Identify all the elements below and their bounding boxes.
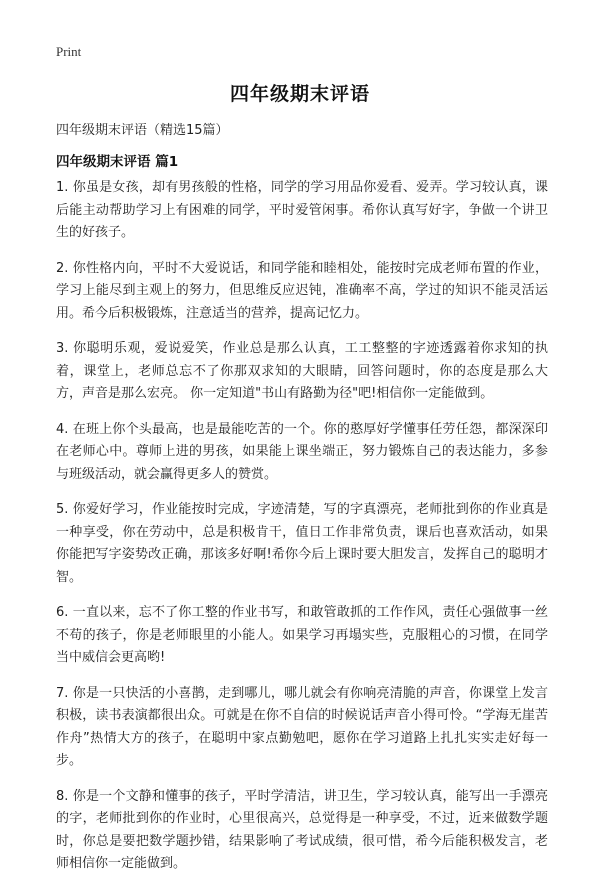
comment-paragraph-6: 6. 一直以来，忘不了你工整的作业书写，和敢管敢抓的工作作风，责任心强做事一丝不苟的孩子，你是老师眼里的小能人。如果学习再塌实些，克服粗心的习惯，在同学当中威信会更高哟! [56,605,548,665]
comment-paragraph-5: 5. 你爱好学习，作业能按时完成，字迹清楚，写的字真漂亮，老师批到你的作业真是一种享受，你在劳动中，总是积极肯干，值日工作非常负责，课后也喜欢活动，如果你能把写字姿势改正确，那该多好啊!希你今后上课时要大胆发言，发挥自己的聪明才智。 [56,502,548,585]
comment-paragraph-7: 7. 你是一只快活的小喜鹊，走到哪儿，哪儿就会有你响亮清脆的声音，你课堂上发言积极，读书表演都很出众。可就是在你不自信的时候说话声音小得可怜。“学海无崖苦作舟”热情大方的孩子，在聪明中家点勤勉吧，愿你在学习道路上扎扎实实走好每一步。 [56,685,548,768]
comment-paragraph-4: 4. 在班上你个头最高，也是最能吃苦的一个。你的憨厚好学懂事任劳任怨，都深深印在老师心中。尊师上进的男孩，如果能上课坐端正，努力锻炼自己的表达能力，多参与班级活动，就会赢得更多人的赞赏。 [56,421,548,482]
document-subtitle: 四年级期末评语（精选15篇） [56,123,229,138]
section-heading: 四年级期末评语 篇1 [56,154,179,170]
page-title: 四年级期末评语 [229,83,370,105]
comment-paragraph-3: 3. 你聪明乐观，爱说爱笑，作业总是那么认真，工工整整的字迹透露着你求知的执着，课堂上，老师总忘不了你那双求知的大眼睛，回答问题时，你的态度是那么大方，声音是那么宏亮。 你一定知道"书山有路勤为径"吧!相信你一定能做到。 [56,341,548,401]
comment-paragraph-2: 2. 你性格内向，平时不大爱说话，和同学能和睦相处，能按时完成老师布置的作业，学习上能尽到主观上的努力，但思维反应迟钝，准确率不高，学过的知识不能灵活运用。希今后积极锻炼，注意适当的营养，提高记忆力。 [56,260,548,321]
comment-paragraph-8: 8. 你是一个文静和懂事的孩子，平时学清洁，讲卫生，学习较认真，能写出一手漂亮的字，老师批到你的作业时，心里很高兴，总觉得是一种享受，不过，近来做数学题时，你总是要把数学题抄错，结果影响了考试成绩，很可惜，希今后能积极发言，老师相信你一定能做到。 [56,788,548,871]
comment-paragraph-1: 1. 你虽是女孩，却有男孩般的性格，同学的学习用品你爱看、爱弄。学习较认真，课后能主动帮助学习上有困难的同学，平时爱管闲事。希你认真写好字，争做一个讲卫生的好孩子。 [56,180,548,240]
article-body [56,177,548,889]
print-link[interactable]: Print [56,44,82,59]
